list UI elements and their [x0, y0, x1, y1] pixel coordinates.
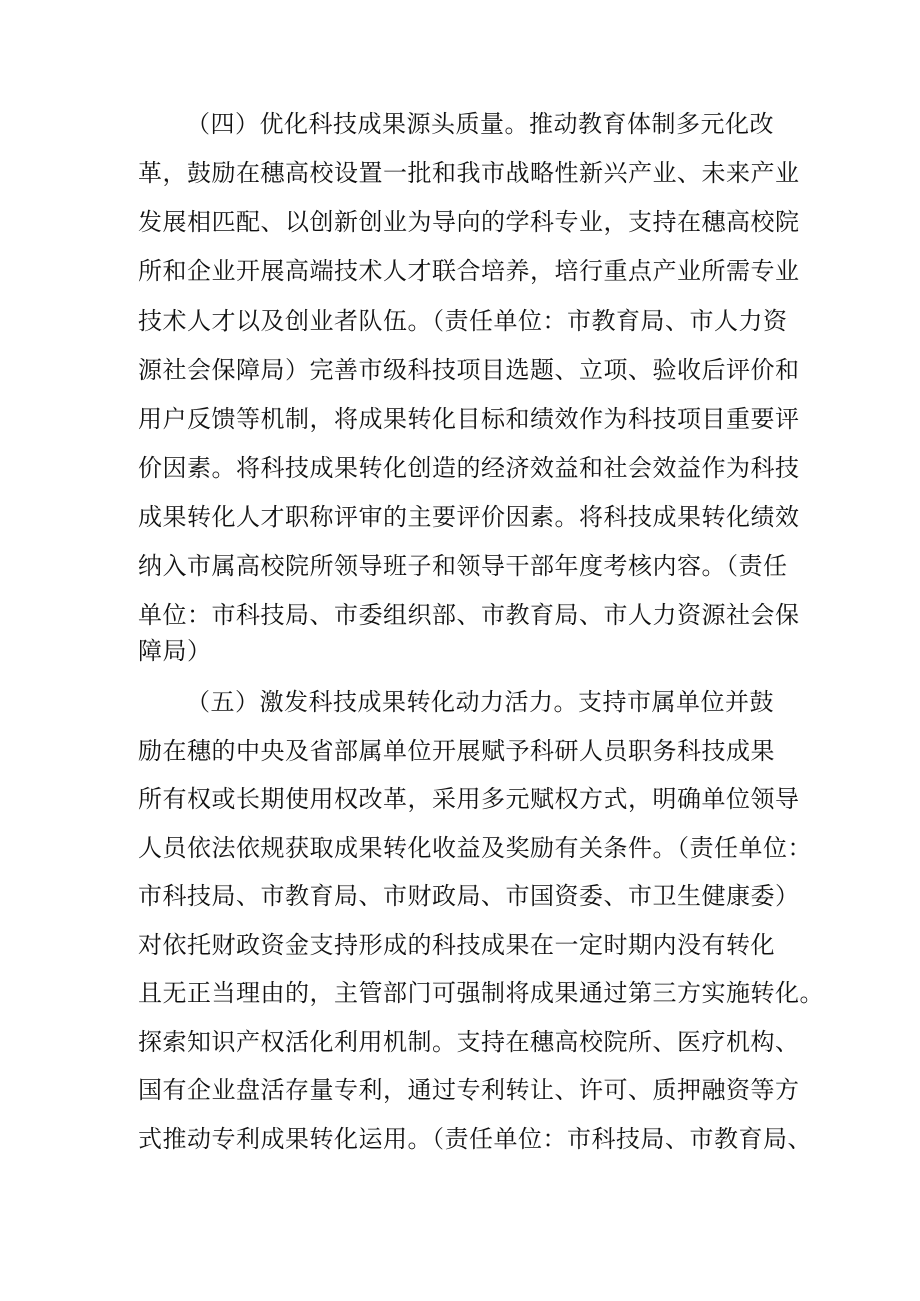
paragraph-4-line-6: 源社会保障局）完善市级科技项目选题、立项、验收后评价和 [138, 356, 800, 384]
paragraph-5-line-9: 国有企业盘活存量专利，通过专利转让、许可、质押融资等方 [138, 1076, 800, 1104]
paragraph-4-line-11: 单位：市科技局、市委组织部、市教育局、市人力资源社会保 [138, 601, 800, 629]
paragraph-5-line-2: 励在穗的中央及省部属单位开展赋予科研人员职务科技成果 [138, 737, 775, 765]
paragraph-4-line-5: 技术人才以及创业者队伍。（责任单位：市教育局、市人力资 [138, 307, 788, 335]
paragraph-5-line-3: 所有权或长期使用权改革，采用多元赋权方式，明确单位领导 [138, 785, 800, 813]
paragraph-5-line-7: 且无正当理由的，主管部门可强制将成果通过第三方实施转化。 [138, 979, 824, 1007]
paragraph-5-line-5: 市科技局、市教育局、市财政局、市国资委、市卫生健康委） [138, 882, 800, 910]
paragraph-5-line-1: （五）激发科技成果转化动力活力。支持市属单位并鼓 [186, 688, 774, 716]
paragraph-4-line-10: 纳入市属高校院所领导班子和领导干部年度考核内容。（责任 [138, 552, 788, 580]
paragraph-5-line-10: 式推动专利成果转化运用。（责任单位：市科技局、市教育局、 [138, 1125, 812, 1153]
paragraph-4-line-4: 所和企业开展高端技术人才联合培养，培行重点产业所需专业 [138, 257, 800, 285]
paragraph-4-line-2: 革，鼓励在穗高校设置一批和我市战略性新兴产业、未来产业 [138, 159, 800, 187]
paragraph-4-line-9: 成果转化人才职称评审的主要评价因素。将科技成果转化绩效 [138, 503, 800, 531]
paragraph-4-line-3: 发展相匹配、以创新创业为导向的学科专业，支持在穗高校院 [138, 208, 800, 236]
paragraph-5-line-6: 对依托财政资金支持形成的科技成果在一定时期内没有转化 [138, 931, 775, 959]
paragraph-5-line-8: 探索知识产权活化利用机制。支持在穗高校院所、医疗机构、 [138, 1028, 800, 1056]
paragraph-4-line-1: （四）优化科技成果源头质量。推动教育体制多元化改 [186, 110, 774, 138]
paragraph-4-line-7: 用户反馈等机制，将成果转化目标和绩效作为科技项目重要评 [138, 405, 800, 433]
paragraph-5-line-4: 人员依法依规获取成果转化收益及奖励有关条件。（责任单位： [138, 834, 812, 862]
paragraph-4-line-12: 障局） [138, 637, 212, 665]
paragraph-4-line-8: 价因素。将科技成果转化创造的经济效益和社会效益作为科技 [138, 454, 800, 482]
